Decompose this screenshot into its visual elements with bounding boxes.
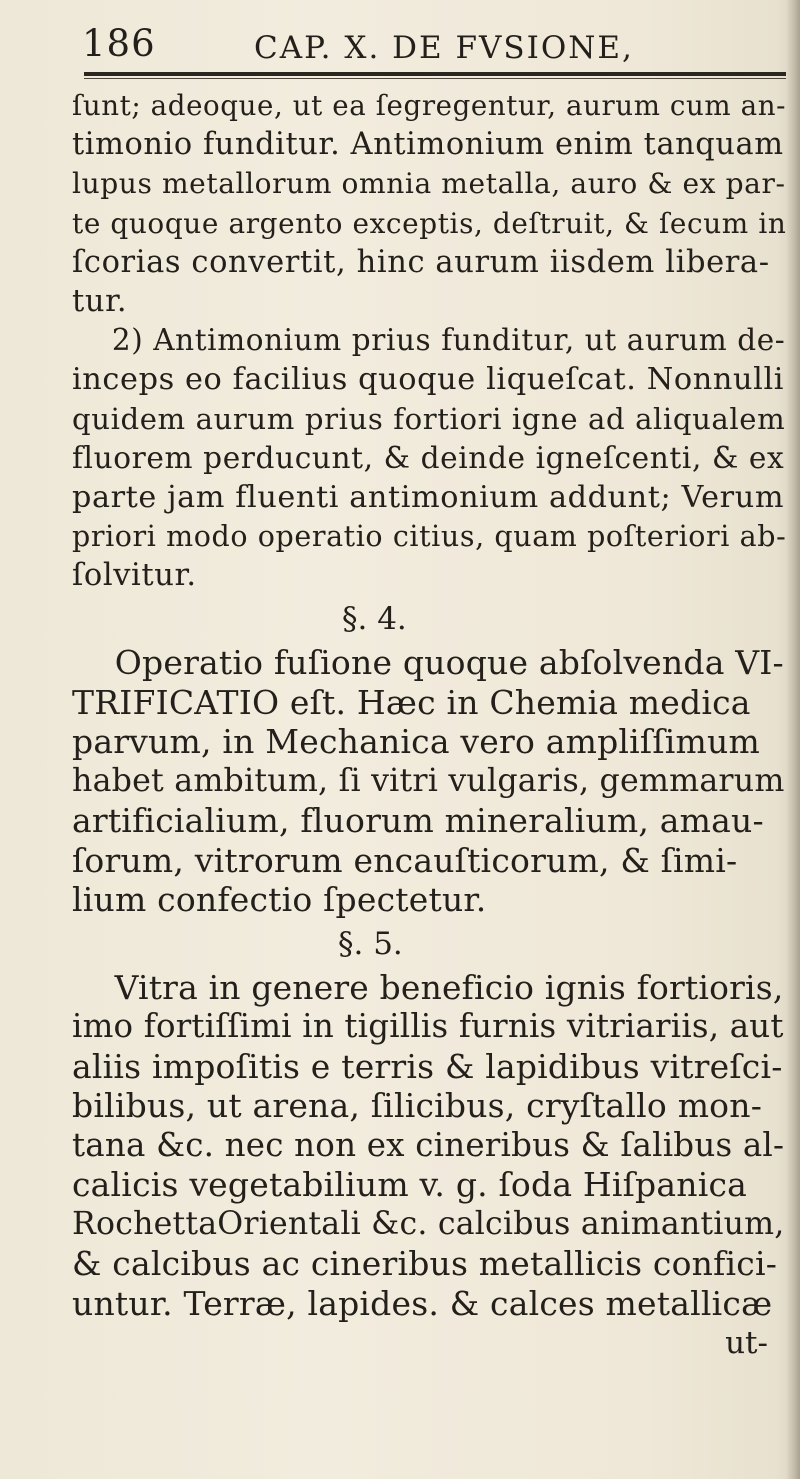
paragraph-1 xyxy=(72,86,792,595)
text-line: RochettaOrientali &c. calcibus animantium, xyxy=(72,1205,785,1242)
text-line: parvum, in Mechanica vero ampliſſimum xyxy=(72,722,760,762)
text-line: aliis impoſitis e terris & lapidibus vitreſci- xyxy=(72,1046,783,1086)
text-line: TRIFICATIO eſt. Hæc in Chemia medica xyxy=(72,682,751,722)
text-line: tana &c. nec non ex cineribus & ſalibus al- xyxy=(72,1125,785,1164)
text-line: inceps eo facilius quoque liqueſcat. Nonnulli xyxy=(72,362,785,398)
text-line: artificialium, fluorum mineralium, amau- xyxy=(72,801,764,841)
text-line: Operatio fuſione quoque abſolvenda VI- xyxy=(72,643,784,683)
paragraph-3 xyxy=(72,968,792,1324)
text-line: priori modo operatio citius, quam poſteriori ab- xyxy=(72,520,787,554)
text-line: quidem aurum prius fortiori igne ad aliqualem xyxy=(72,401,786,436)
text-line: ſolvitur. xyxy=(72,558,197,594)
text-line: ſunt; adeoque, ut ea ſegregentur, aurum cum an- xyxy=(72,89,787,122)
text-line: parte jam fluenti antimonium addunt; Verum xyxy=(72,479,785,515)
text-line: timonio funditur. Antimonium enim tanquam xyxy=(72,127,784,163)
text-line: & calcibus ac cineribus metallicis confici- xyxy=(72,1244,778,1284)
text-line: ſcorias convertit, hinc aurum iisdem libera- xyxy=(72,244,770,280)
header-rule xyxy=(84,72,786,76)
text-line: lupus metallorum omnia metalla, auro & ex par- xyxy=(72,167,786,201)
text-line: lium confectio ſpectetur. xyxy=(72,880,487,920)
text-line: Vitra in genere beneficio ignis fortioris, xyxy=(72,967,784,1007)
text-line: habet ambitum, ſi vitri vulgaris, gemmarum xyxy=(72,762,785,799)
section-heading-5: §. 5. xyxy=(338,925,403,962)
paragraph-2 xyxy=(72,643,792,920)
text-line: te quoque argento exceptis, deſtruit, & ſecum in xyxy=(72,206,787,240)
section-heading-4: §. 4. xyxy=(342,601,407,638)
header-rule-thin xyxy=(84,78,786,79)
text-line: untur. Terræ, lapides. & calces metallicæ xyxy=(72,1283,773,1323)
text-line: calicis vegetabilium v. g. ſoda Hiſpanica xyxy=(72,1165,747,1205)
catchword: ut- xyxy=(725,1325,768,1362)
running-head: CAP. X. DE FVSIONE, xyxy=(254,30,634,66)
text-line: bilibus, ut arena, ſilicibus, cryſtallo mon- xyxy=(72,1086,763,1126)
text-line: imo fortiſſimi in tigillis furnis vitriariis, aut xyxy=(72,1007,784,1046)
text-body xyxy=(72,86,792,1363)
page-header xyxy=(78,16,778,66)
text-line: 2) Antimonium prius funditur, ut aurum de- xyxy=(72,323,786,358)
text-line: ſorum, vitrorum encauſticorum, & ſimi- xyxy=(72,840,738,880)
page-number: 186 xyxy=(82,22,156,65)
text-line: tur. xyxy=(72,283,128,319)
text-line: fluorem perducunt, & deinde igneſcenti, & ex xyxy=(72,440,785,475)
